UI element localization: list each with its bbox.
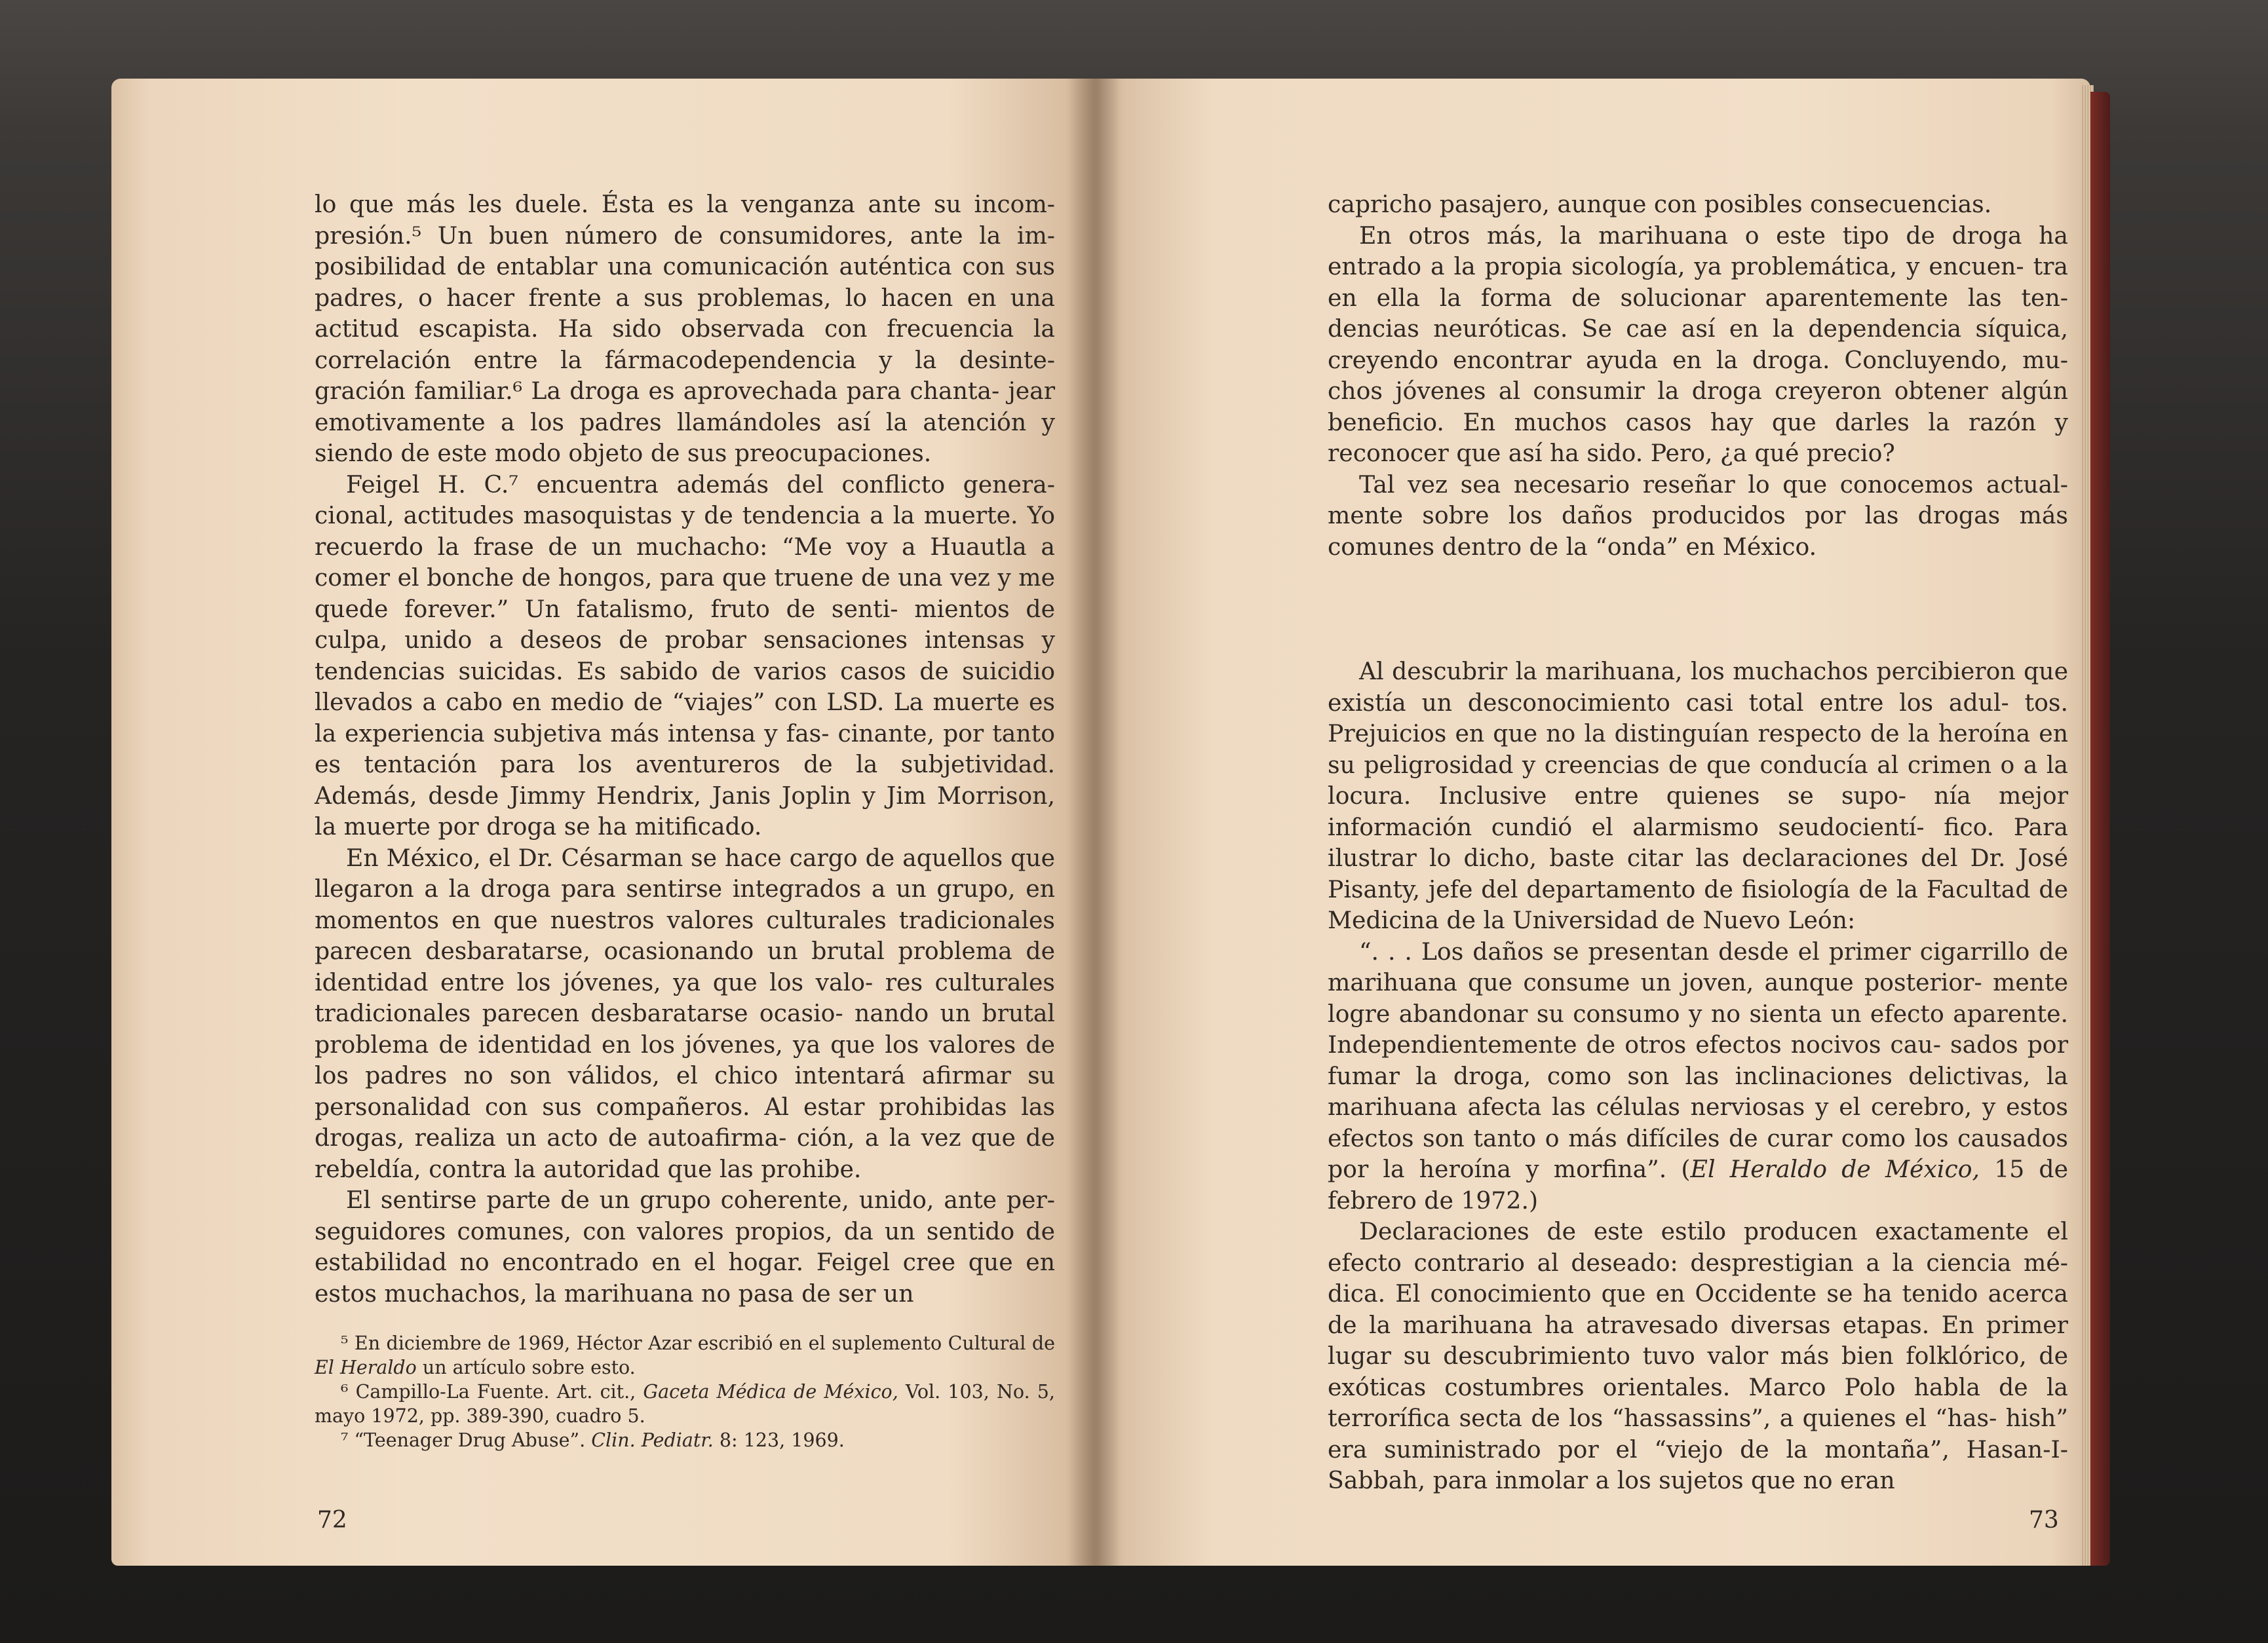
footnote-6-tail: Vol. 103, No. 5, mayo 1972, pp. 389-390, cuadro 5. <box>315 1381 1055 1427</box>
footnote-6-title: Gaceta Médica de México, <box>643 1381 898 1403</box>
footnote-7-text: ⁷ “Teenager Drug Abuse”. <box>341 1429 592 1451</box>
right-paragraph-quote <box>1328 936 2068 1217</box>
page-number-left: 72 <box>317 1507 347 1534</box>
footnote-7-title: Clin. Pediatr. <box>591 1429 714 1451</box>
left-paragraph-1: lo que más les duele. Ésta es la venganza ante su incom- presión.⁵ Un buen número de consumidores, ante la im- posibilidad de entablar una comunicación auténtica con sus padres, o hacer frente a sus problemas, lo hacen en una actitud escapista. Ha sido observada con frecuencia la correlación entre la fármacodependencia y la desinte- gración familiar.⁶ La droga es aprovechada para chanta- jear emotivamente a los padres llamándoles así la atención y siendo de este modo objeto de sus preocupaciones. <box>315 190 1055 467</box>
footnote-6-text: ⁶ Campillo-La Fuente. Art. cit., <box>341 1381 644 1403</box>
footnote-5-text: ⁵ En diciembre de 1969, Héctor Azar escribió en el suplemento Cultural de <box>341 1332 1055 1354</box>
right-page-body <box>1328 189 2068 1496</box>
footnotes <box>315 1331 1055 1452</box>
quote-source-date: 15 de febrero de 1972.) <box>1328 1155 2068 1215</box>
left-page <box>111 79 1094 1566</box>
left-paragraph-3: En México, el Dr. Césarman se hace cargo de aquellos que llegaron a la droga para sentirse integrados a un grupo, en momentos en que nuestros valores culturales tradicionales parecen desbaratarse, ocasionando un brutal problema de identidad entre los jóvenes, ya que los valo- res culturales tradicionales parecen desbaratarse ocasio- nando un brutal problema de identidad en los jóvenes, ya que los valores de los padres no son válidos, el chico intentará afirmar su personalidad con sus compañeros. Al estar prohibidas las drogas, realiza un acto de autoafirma- ción, a la vez que de rebeldía, contra la autoridad que las prohibe. <box>315 843 1055 1183</box>
quote-text: “. . . Los daños se presentan desde el primer cigarrillo de marihuana que consume un joven, aunque posterior- mente logre abandonar su consumo y no sienta un efecto aparente. Independientemente de otros efectos nocivos cau- sados por fumar la droga, como son las inclinaciones delictivas, la marihuana afecta las células nerviosas y el cerebro, y estos efectos son tanto o más difíciles de curar como los causados por la heroína y morfina”. ( <box>1328 937 2068 1183</box>
right-paragraph-2: En otros más, la marihuana o este tipo de droga ha entrado a la propia sicología, ya problemática, y encuen- tra en ella la forma de solucionar aparentemente las ten- dencias neuróticas. Se cae así en la dependencia síquica, creyendo encontrar ayuda en la droga. Concluyendo, mu- chos jóvenes al consumir la droga creyeron obtener algún beneficio. En muchos casos hay que darles la razón y reconocer que así ha sido. Pero, ¿a qué precio? <box>1328 221 2068 467</box>
left-paragraph-4: El sentirse parte de un grupo coherente, unido, ante per- seguidores comunes, con valores propios, da un sentido de estabilidad no encontrado en el hogar. Feigel cree que en estos muchachos, la marihuana no pasa de ser un <box>315 1186 1055 1308</box>
footnote-7 <box>315 1428 1055 1452</box>
right-page <box>1094 79 2090 1566</box>
book-cover-edge <box>2090 92 2110 1566</box>
right-paragraph-4: Al descubrir la marihuana, los muchachos percibieron que existía un desconocimiento casi total entre los adul- tos. Prejuicios en que no la distinguían respecto de la heroína en su peligrosidad y creencias de que conducía al crimen o a la locura. Inclusive entre quienes se supo- nía mejor información cundió el alarmismo seudocientí- fico. Para ilustrar lo dicho, baste citar las declaraciones del Dr. José Pisanty, jefe del departamento de fisiología de la Facultad de Medicina de la Universidad de Nuevo León: <box>1328 657 2068 934</box>
quote-source-title: El Heraldo de México, <box>1690 1155 1980 1183</box>
footnote-7-tail: 8: 123, 1969. <box>713 1429 845 1451</box>
right-paragraph-6: Declaraciones de este estilo producen exactamente el efecto contrario al deseado: desprestigian a la ciencia mé- dica. El conocimiento que en Occidente se ha tenido acerca de la marihuana ha atravesado diversas etapas. En primer lugar su descubrimiento tuvo valor más bien folklórico, de exóticas costumbres orientales. Marco Polo habla de la terrorífica secta de los “hassassins”, a quienes el “has- hish” era suministrado por el “viejo de la montaña”, Hasan-I-Sabbah, para inmolar a los sujetos que no eran <box>1328 1217 2068 1494</box>
left-page-body <box>315 189 1055 1309</box>
footnote-5-title: El Heraldo <box>315 1357 417 1378</box>
footnote-6 <box>315 1380 1055 1428</box>
book-gutter <box>1068 79 1121 1566</box>
open-book <box>111 79 2090 1566</box>
page-number-right: 73 <box>2029 1507 2059 1534</box>
footnote-5 <box>315 1331 1055 1380</box>
right-paragraph-1: capricho pasajero, aunque con posibles consecuencias. <box>1328 190 1992 218</box>
right-paragraph-3: Tal vez sea necesario reseñar lo que conocemos actual- mente sobre los daños producidos por las drogas más comunes dentro de la “onda” en México. <box>1328 470 2068 561</box>
left-paragraph-2: Feigel H. C.⁷ encuentra además del conflicto genera- cional, actitudes masoquistas y de tendencia a la muerte. Yo recuerdo la frase de un muchacho: “Me voy a Huautla a comer el bonche de hongos, para que truene de una vez y me quede forever.” Un fatalismo, fruto de senti- mientos de culpa, unido a deseos de probar sensaciones intensas y tendencias suicidas. Es sabido de varios casos de suicidio llevados a cabo en medio de “viajes” con LSD. La muerte es la experiencia subjetiva más intensa y fas- cinante, por tanto es tentación para los aventureros de la subjetividad. Además, desde Jimmy Hendrix, Janis Joplin y Jim Morrison, la muerte por droga se ha mitificado. <box>315 470 1056 840</box>
footnote-5-tail: un artículo sobre esto. <box>416 1357 636 1378</box>
